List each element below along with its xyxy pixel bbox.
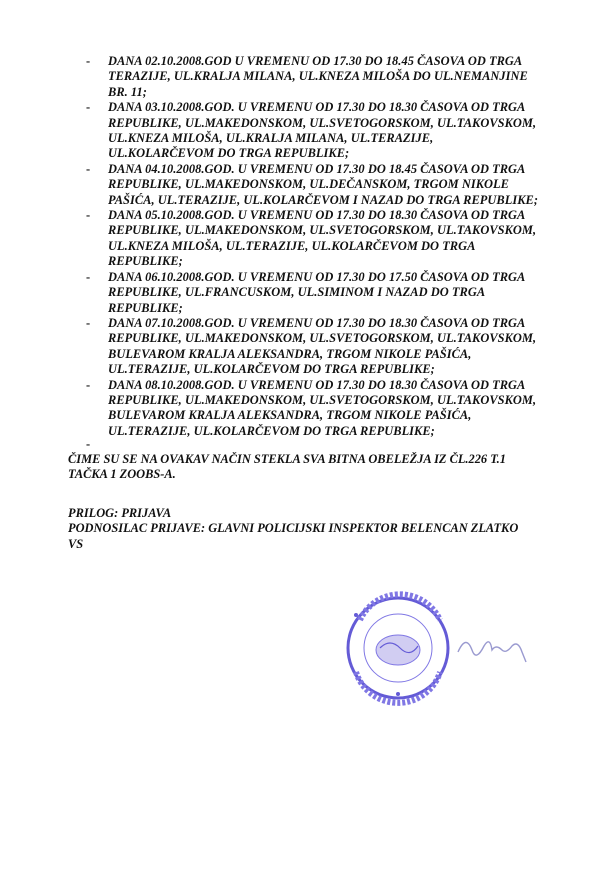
bullet-dash: - — [86, 377, 91, 392]
bullet-dash: - — [86, 269, 91, 284]
bullet-dash: - — [86, 100, 91, 115]
signature — [458, 642, 526, 662]
list-item: - DANA 08.10.2008.GOD. U VREMENU OD 17.30 DO 18.30 ČASOVA OD TRGA REPUBLIKE, UL.MAKEDONSKOM, UL.SVETOGORSKOM, UL.TAKOVSKOM, BULEVAROM KRALJA ALEKSANDRA, TRGOM NIKOLE PAŠIĆA, UL.TERAZIJE, UL.KOLARČEVOM DO TRGA REPUBLIKE; — [86, 377, 537, 438]
stamp-seal — [348, 594, 448, 703]
list-item: - DANA 04.10.2008.GOD. U VREMENU OD 17.30 DO 18.45 ČASOVA OD TRGA REPUBLIKE, UL.MAKEDONSKOM, UL.DEČANSKOM, TRGOM NIKOLE PAŠIĆA, UL.TERAZIJE, UL.KOLARČEVOM I NAZAD DO TRGA REPUBLIKE; — [86, 161, 539, 207]
submitter-label: PODNOSILAC PRIJAVE: GLAVNI POLICIJSKI INSPEKTOR BELENCAN ZLATKO — [68, 521, 519, 536]
bullet-dash: - — [86, 315, 91, 330]
list-item: - DANA 07.10.2008.GOD. U VREMENU OD 17.30 DO 18.30 ČASOVA OD TRGA REPUBLIKE, UL.MAKEDONSKOM, UL.SVETOGORSKOM, UL.TAKOVSKOM, BULEVAROM KRALJA ALEKSANDRA, TRGOM NIKOLE PAŠIĆA, UL.TERAZIJE, UL.KOLARČEVOM DO TRGA REPUBLIKE; — [86, 315, 537, 377]
official-stamp — [330, 580, 580, 720]
initials: VS — [68, 536, 84, 551]
bullet-dash: - — [86, 208, 91, 223]
list-item: - DANA 02.10.2008.GOD U VREMENU OD 17.30 DO 18.45 ČASOVA OD TRGA TERAZIJE, UL.KRALJA MILANA, UL.KNEZA MILOŠA DO UL.NEMANJINE BR. 11; — [86, 54, 528, 99]
list-item: - DANA 06.10.2008.GOD. U VREMENU OD 17.30 DO 17.50 ČASOVA OD TRGA REPUBLIKE, UL.FRANCUSKOM, UL.SIMINOM I NAZAD DO TRGA REPUBLIKE; — [86, 269, 526, 315]
list-item: - DANA 03.10.2008.GOD. U VREMENU OD 17.30 DO 18.30 ČASOVA OD TRGA REPUBLIKE, UL.MAKEDONSKOM, UL.SVETOGORSKOM, UL.TAKOVSKOM, UL.KNEZA MILOŠA, UL.KRALJA MILANA, UL.TERAZIJE, UL.KOLARČEVOM DO TRGA REPUBLIKE; — [86, 100, 537, 161]
conclusion: ČIME SU SE NA OVAKAV NAČIN STEKLA SVA BITNA OBELEŽJA IZ ČL.226 T.1 TAČKA 1 ZOOBS-A. — [68, 452, 506, 482]
empty-bullet-dash: - — [86, 437, 91, 451]
attachment-label: PRILOG: PRIJAVA — [68, 506, 172, 520]
route-list — [88, 54, 588, 439]
bullet-dash: - — [86, 54, 91, 68]
bullet-dash: - — [86, 161, 91, 176]
footer — [68, 506, 518, 552]
list-item: - DANA 05.10.2008.GOD. U VREMENU OD 17.30 DO 18.30 ČASOVA OD TRGA REPUBLIKE, UL.MAKEDONSKOM, UL.SVETOGORSKOM, UL.TAKOVSKOM, UL.KNEZA MILOŠA, UL.TERAZIJE, UL.KOLARČEVOM DO TRGA REPUBLIKE; — [86, 208, 537, 269]
